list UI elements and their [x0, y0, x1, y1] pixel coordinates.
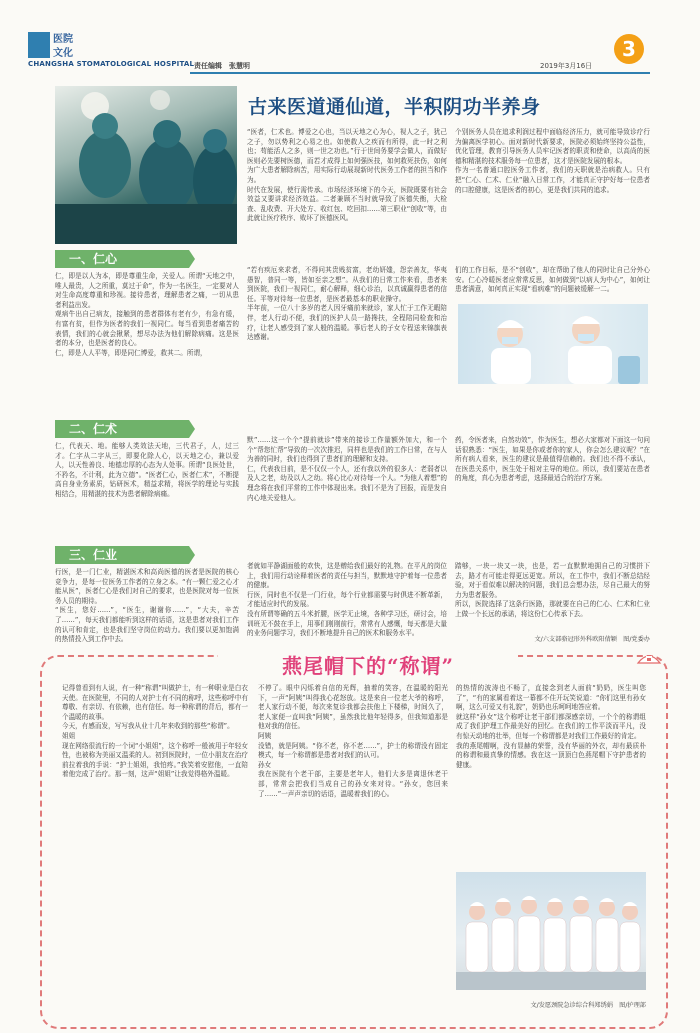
intro-col-3: 个别医务人员在追求利润过程中面临经济压力，就可能导致诊疗行为偏离医学初心。面对新时代新要求，医院必须始终坚持公益性，优化管理，教育引导医务人员牢记医者的职责和使命，以高尚的医德和精湛的技术服务每一位患者，这才是医院发展的根本。 作为一名普通口腔医务工作者，我们的天职就是治病救人。只有把“仁心、仁术、仁业”融入日常工作，才能真正守护好每一位患者的口腔健康，这是医者的初心，更是我们共同的追求。	[455, 128, 650, 194]
section-heading-renxin-text: 一、仁心	[69, 252, 118, 266]
header-logo-text-top: 医院	[53, 34, 73, 45]
article-1-byline: 文/六支部骆冠形外科欧阳倩颖 图/党委办	[534, 636, 650, 643]
article-2-byline: 文/发愿颈院急诊综合科郑绣娟 图/护理部	[530, 1002, 646, 1009]
header-date: 2019年3月16日	[540, 62, 593, 70]
article-2-title	[218, 650, 518, 680]
nurses-group-photo	[456, 872, 646, 990]
article-1-title	[248, 92, 640, 122]
page-number-badge	[614, 34, 644, 64]
renshu-col-1: 仁，代表天、地。能够人类效法天地，三代君子，人，过三才。仁字从二字从三，即要化除人心，以天地之心，兼以爱人，以天性善良、地德忠厚的心态为人处事。所谓“良医处世，不矜名，不计利，此为立德”。“医者仁心，医者仁术”，不断提高自身业务素质，钻研医术，精益求精，将医学的理论与实践相结合，用精湛的技术为患者解除病痛。	[55, 442, 239, 498]
header-rule	[190, 72, 650, 74]
renxin-col-3: 们的工作目标，是不“创收”，却在帮助了他人的同时让自己分外心安。仁心冷暖医者应常常反思，如何做到“以病人为中心”，如何让患者满意，如何真正实现“看病难”的问题被缓解一二。	[455, 266, 650, 294]
page-header	[0, 0, 700, 78]
section-heading-renxin	[55, 250, 189, 268]
article-2-title-text: 燕尾帽下的“称谓”	[281, 654, 454, 678]
intro-col-2: “医者，仁术也。博爱之心也，当以天地之心为心，视人之子，犹己之子，勿以势利之心易之也。如使救人之疾而有所得，此一时之利也；苟能活人之多，则一世之功也。”行于世间务要学会做人，而做好医则必先要树医德，而若才成得上如何强医技，如何救死扶伤，如何为广大患者解除病苦，用实际行动展现新时代医务工作者的担当和作为。 时代在发展，使行需传承。市场经济环境下的今天，医院既要有社会效益又要讲求经济效益。二者兼顾不当时就导致了医德失衡，大检查、乱收费、开大处方、收红包、吃回扣……第三职业“创收”等，由此就让医疗秩序、败坏了医德医风。	[247, 128, 447, 223]
renxin-col-2: “若有疾厄来求者，不得问其贵贱贫富，老幼妍媸，怨亲善友，华夷愚智，普同一等，皆如至亲之想”。从我们的日常工作来看，患者来到医院，我们一视同仁，耐心解释，细心诊治，以真诚赢得患者的信任。平等对待每一位患者，是医者最基本的职业操守。 半年前，一位八十多岁的老人因牙痛前来就诊，家人忙于工作无暇陪伴，老人行动不便，我们的医护人员一路搀扶，全程陪同检查和治疗，让老人感受到了家人般的温暖。事后老人的子女专程送来锦旗表达感谢。	[247, 266, 447, 342]
header-editor: 责任编辑 张慧明	[194, 62, 250, 70]
article-1-title-text: 古来医道通仙道，半积阴功半养身	[248, 96, 541, 118]
page-number: 3	[622, 37, 636, 61]
renye-col-2: 者就如平静湖面般的欢快，这是赠给我们最好的礼物。在平凡的岗位上，我们用行动诠释着医者的责任与担当，默默地守护着每一位患者的健康。 行医，同时也不仅是一门行业，每个行业都需要与时俱进不断革新，才能适应时代的发展。 没有所谓等确的五斗米折腰，医学无止境，各种学习还，研讨会，培训班无不鼓在手上，用事们刚刚前行，常常有人感慨，每天都是大量的业务问题学习，我们不断地提升自己的医术和服务水平。	[247, 562, 447, 638]
section-heading-renshu	[55, 420, 189, 438]
surgery-photo	[55, 86, 237, 244]
nurse-cap-icon	[636, 650, 662, 664]
dentist-photo	[458, 304, 648, 384]
renshu-col-2: 默”……这一个个“提前就诊”带来的接诊工作量额外加大，和一个个“帮您忙帮”导致的一次次推迟，同样也是我们的工作日常，在与人为善的同时，我们也得到了患者们的理解和支持。 仁，代表我目前，是不仅仅一个人，还有我以外的很多人：老弱者以及人之老，幼及以人之幼。将心比心对待每一个人。“为他人着想”的理念将在我们平常的工作中体现出来。我们不是为了回报，而是发自内心地关爱他人。	[247, 436, 447, 502]
article-2-col-2: 不停了。眼中闪烁着自信的光辉，抽着的笑容，在温暖的阳光下，一声“阿姨”叫得我心花怒放。这是来自一位老大爷的称呼，老人家行动不便，每次来复诊我都会扶他上下楼梯，时间久了，老人家便一直叫我“阿姨”，虽然我比他年轻得多，但我知道那是他对我的信任。 阿姨 没错，就是阿姨。“你不老，你不老……”，护士的称谓没有固定模式，每一个称谓都是患者对我们的认可。 孙女 我在医院有个老干部，主要是老年人，他们大多是离退休老干部，常常会把我们当成自己的孙女来对待。“孙女，您回来了……”一声声亲切的话语，温暖着我们的心。	[258, 684, 448, 798]
hospital-name-en: CHANGSHA STOMATOLOGICAL HOSPITAL	[28, 60, 195, 68]
article-2-col-1: 记得曾看到有人说，有一种“称谓”叫做护士，有一种职业是白衣天使。在医院里，不同的人对护士有不同的称呼，这些称呼中有尊敬、有亲切、有依赖，也有信任。每一种称谓的背后，都有一个温暖的故事。 今天，有感而发，写写我从业十几年来收到的那些“称谓”。 姐姐 现在网络很流行的一个词“小姐姐”，这个称呼一般被用于年轻女性，也被称为美丽又温柔的人。初到医院时，一位小朋友在治疗前拉着我的手说：“护士姐姐，我怕疼。”我笑着安慰他，一直陪着他完成了治疗。那一刻，这声“姐姐”让我觉得格外温暖。	[62, 684, 248, 779]
header-logo-text-bottom: 文化	[53, 48, 73, 59]
header-logo	[28, 32, 50, 58]
renshu-col-3: 药，令医者来，自然功效”，作为医生，想必大家都对下面这一句问话很熟悉：“医生，如果是你或者你的家人，你会怎么建议呢？”在所有病人看来，医生的建议是最值得信赖的。我们也不得不承认，在医患关系中，医生处于相对主导的地位。所以，我们要站在患者的角度，真心为患者考虑，选择最适合的治疗方案。	[455, 436, 650, 483]
article-2-col-3: 的热情的波涛也不畅了，直接念到老人面前“奶奶，医生叫您了”，“有的家属看着这一幕都不住开玩笑说道：“你们这里有孙女啊，这么可爱又有礼貌”，奶奶也乐呵呵地答应着。 就这样“孙女”这个称呼让老干部们都深感亲切，一个个的称谓组成了我们护理工作最美好的回忆。在我们的工作平淡而平凡，没有惊天动地的壮举，但每一个称谓都是对我们工作最好的肯定。 我的燕尾帽啊，没有显赫的荣誉，没有华丽的外衣，却有最质朴的称谓和最真挚的情感。我在这一顶顶白色燕尾帽下守护患者的健康。	[456, 684, 646, 769]
renxin-col-1: 仁，即是以人为本，即是尊重生命，关爱人。所谓“天地之中，唯人最贵，人之所重，莫过于命”，作为一名医生，一定要对人对生命高度尊重和珍视。接待患者，理解患者之痛，一切从患者利益出发。 观病牛出自己病友，接触到的患者群体有老有少，有急有缓，有富有贫，但作为医者的我们一视同仁。每当看到患者痛苦的表情，我们的心就会揪紧，想尽办法为他们解除病痛。这是医者的本分，也是医者的良心。 仁，即是人人平等，即是同仁博爱，救其二。所谓，	[55, 272, 239, 357]
section-heading-renshu-text: 二、仁术	[69, 422, 118, 436]
nurses-group-photo-illustration	[456, 872, 646, 990]
renye-col-3: 踏够，一块一块又一块，也是，若一直默默地拥自己的习惯拼下去，路才有可能走得更远更宽。所以，在工作中，我们不断总结经验，对于看似难以解决的问题，我们总会想办法，尽自己最大的努力为患者服务。 所以，医院选择了这条行医路，那就要在自己的仁心、仁术和仁业上做一个长远的承诺，将这份仁心传承下去。	[455, 562, 650, 618]
section-heading-renye-text: 三、仁业	[69, 548, 118, 562]
renye-col-1: 行医，是一门仁业，精湛医术和高尚医德的医者是医院的核心竞争力，是每一位医务工作者的立身之本。“有一颗仁爱之心才能从医”，医者仁心是我们对自己的要求，也是医院对每一位医务人员的期待。 “医生，您好……”，“医生，谢谢你……”，“大夫，辛苦了……”，每天我们都能听到这样的话语，这是患者对我们工作的认可和肯定，也是我们坚守岗位的动力。我们要以更加饱满的热情投入到工作中去。	[55, 568, 239, 644]
section-heading-renye	[55, 546, 189, 564]
dentist-photo-illustration	[458, 304, 648, 384]
surgery-photo-illustration	[55, 86, 237, 244]
